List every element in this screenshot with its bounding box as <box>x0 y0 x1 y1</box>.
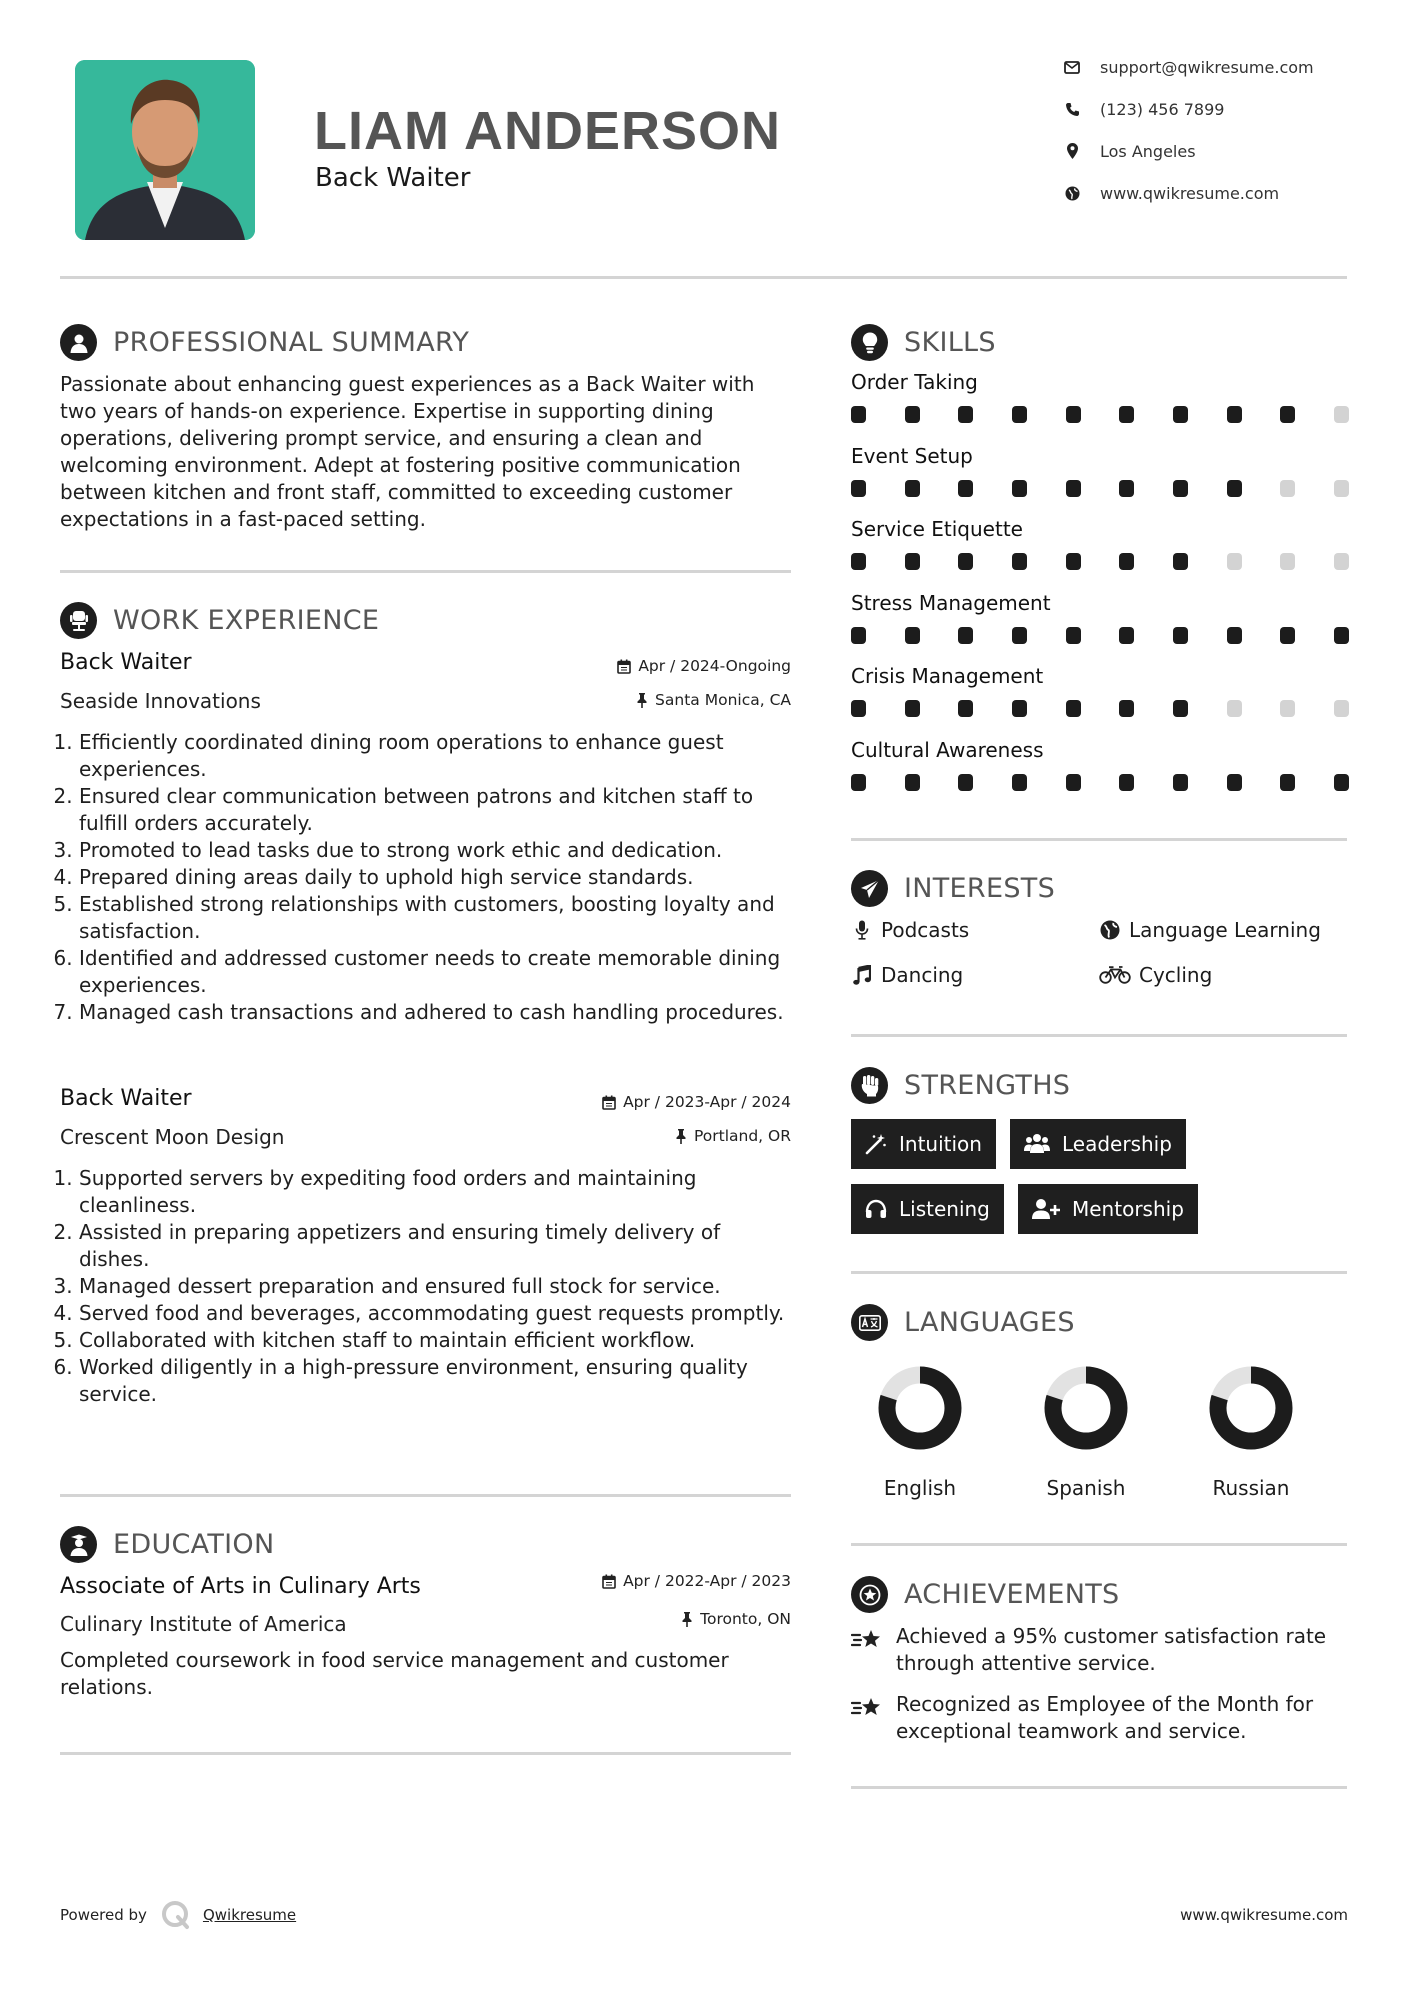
strength-intuition <box>851 1119 996 1169</box>
experience-heading-label: WORK EXPERIENCE <box>113 605 380 636</box>
achievements-heading-label: ACHIEVEMENTS <box>904 1579 1120 1610</box>
rating-dot <box>958 553 973 570</box>
interest-language-learning <box>1099 918 1321 942</box>
rating-dot <box>1227 553 1242 570</box>
experience-divider <box>60 1494 791 1497</box>
contact-website-text: www.qwikresume.com <box>1100 183 1280 203</box>
qwikresume-link[interactable]: Qwikresume <box>202 1906 297 1924</box>
strengths-heading-label: STRENGTHS <box>904 1070 1071 1101</box>
rating-dot <box>1066 774 1081 791</box>
skill-row <box>851 517 1349 570</box>
job-1-company: Seaside Innovations <box>60 689 261 713</box>
skills-divider <box>851 838 1347 841</box>
language-label: Spanish <box>1046 1476 1126 1500</box>
language-ring <box>1191 1364 1311 1464</box>
achievements-divider <box>851 1786 1347 1789</box>
rating-dot <box>1012 700 1027 717</box>
rating-dot <box>1227 480 1242 497</box>
map-pin-icon <box>1062 141 1082 161</box>
education-degree: Associate of Arts in Culinary Arts <box>60 1574 421 1599</box>
graduate-icon <box>60 1526 97 1563</box>
experience-heading <box>60 602 379 639</box>
achievement-2 <box>851 1691 1351 1745</box>
skill-row <box>851 591 1349 644</box>
rating-dot <box>1280 553 1295 570</box>
skill-name: Stress Management <box>851 590 1051 615</box>
rating-dot <box>851 480 866 497</box>
rating-dot <box>1227 406 1242 423</box>
list-item: 5. Established strong relationships with customers, boosting loyalty and satisfaction. <box>79 891 795 945</box>
candidate-title: Back Waiter <box>315 163 471 193</box>
rating-dot <box>1066 553 1081 570</box>
job-1-location <box>460 691 791 709</box>
education-heading <box>60 1526 274 1563</box>
rating-dot <box>1119 406 1134 423</box>
footer-branding <box>60 1900 296 1930</box>
achievements-heading <box>851 1576 1120 1613</box>
language-russian <box>1191 1364 1311 1500</box>
achievement-text: Achieved a 95% customer satisfaction rate through attentive service. <box>896 1624 1327 1675</box>
rating-dot <box>1119 774 1134 791</box>
education-heading-label: EDUCATION <box>113 1529 275 1560</box>
list-item: 6. Worked diligently in a high-pressure environment, ensuring quality service. <box>79 1354 795 1408</box>
rating-dot <box>1012 774 1027 791</box>
contact-location <box>1062 141 1362 161</box>
rating-dot <box>905 774 920 791</box>
rating-dot <box>1334 627 1349 644</box>
rating-dot <box>1173 700 1188 717</box>
rating-dot <box>1119 480 1134 497</box>
list-item: 5. Collaborated with kitchen staff to maintain efficient workflow. <box>79 1327 795 1354</box>
profile-photo <box>75 60 255 240</box>
rating-dot <box>1280 774 1295 791</box>
contact-email-text: support@qwikresume.com <box>1100 57 1314 77</box>
strength-label: Mentorship <box>1072 1197 1184 1221</box>
strength-listening <box>851 1184 1004 1234</box>
education-divider <box>60 1752 791 1755</box>
job-1-date <box>460 657 791 675</box>
language-ring <box>1026 1364 1146 1464</box>
rating-dot <box>851 553 866 570</box>
rating-dot <box>1066 627 1081 644</box>
pushpin-icon <box>681 1612 693 1627</box>
rating-dot <box>1066 700 1081 717</box>
users-icon <box>1024 1133 1050 1155</box>
skills-heading <box>851 324 996 361</box>
skill-rating <box>851 480 1349 497</box>
languages-list <box>860 1364 1340 1514</box>
job-2-company: Crescent Moon Design <box>60 1125 285 1149</box>
language-spanish <box>1026 1364 1146 1500</box>
rating-dot <box>958 627 973 644</box>
contact-phone-text: (123) 456 7899 <box>1100 99 1225 119</box>
job-2-title: Back Waiter <box>60 1086 192 1111</box>
avatar <box>75 60 255 240</box>
list-item: 4. Served food and beverages, accommodating guest requests promptly. <box>79 1300 795 1327</box>
contact-phone[interactable] <box>1062 99 1362 119</box>
rating-dot <box>1334 406 1349 423</box>
user-icon <box>60 324 97 361</box>
interest-podcasts <box>851 918 969 942</box>
rating-dot <box>1227 627 1242 644</box>
skills-heading-label: SKILLS <box>904 327 996 358</box>
rating-dot <box>1012 480 1027 497</box>
list-item: 2. Assisted in preparing appetizers and ensuring timely delivery of dishes. <box>79 1219 795 1273</box>
pushpin-icon <box>675 1129 687 1144</box>
list-item: 6. Identified and addressed customer needs to create memorable dining experiences. <box>79 945 795 999</box>
rating-dot <box>1334 480 1349 497</box>
job-1-title: Back Waiter <box>60 650 192 675</box>
summary-heading-label: PROFESSIONAL SUMMARY <box>113 327 470 358</box>
skill-row <box>851 664 1349 717</box>
list-item: 1. Efficiently coordinated dining room operations to enhance guest experiences. <box>79 729 795 783</box>
rating-dot <box>905 480 920 497</box>
language-icon <box>851 1304 888 1341</box>
rating-dot <box>1280 700 1295 717</box>
skill-rating <box>851 406 1349 423</box>
rating-dot <box>851 774 866 791</box>
rating-dot <box>905 553 920 570</box>
user-plus-icon <box>1032 1198 1060 1220</box>
language-ring <box>860 1364 980 1464</box>
strength-leadership <box>1010 1119 1186 1169</box>
languages-divider <box>851 1543 1347 1546</box>
rating-dot <box>1334 700 1349 717</box>
rating-dot <box>1119 700 1134 717</box>
skill-name: Cultural Awareness <box>851 737 1044 762</box>
rating-dot <box>958 406 973 423</box>
rating-dot <box>1173 774 1188 791</box>
star-badge-icon <box>851 1576 888 1613</box>
summary-divider <box>60 570 791 573</box>
skill-name: Crisis Management <box>851 664 1044 688</box>
list-item: 4. Prepared dining areas daily to uphold high service standards. <box>79 864 795 891</box>
rating-dot <box>851 627 866 644</box>
interest-label: Podcasts <box>881 918 970 942</box>
skill-name: Service Etiquette <box>851 517 1023 541</box>
interests-heading-label: INTERESTS <box>904 873 1056 904</box>
education-location <box>460 1610 791 1628</box>
interest-label: Language Learning <box>1129 918 1321 942</box>
list-item: 3. Managed dessert preparation and ensured full stock for service. <box>79 1273 795 1300</box>
paper-plane-icon <box>851 870 888 907</box>
envelope-icon <box>1062 57 1082 77</box>
contact-email[interactable] <box>1062 57 1362 77</box>
education-location-text: Toronto, ON <box>700 1610 791 1628</box>
pushpin-icon <box>636 693 648 708</box>
rating-dot <box>1066 406 1081 423</box>
job-2-date-text: Apr / 2023-Apr / 2024 <box>623 1093 791 1111</box>
job-2-bullets <box>60 1165 795 1408</box>
candidate-name: LIAM ANDERSON <box>314 101 781 161</box>
fist-icon <box>851 1067 888 1104</box>
rating-dot <box>1012 406 1027 423</box>
job-2-date <box>460 1093 791 1111</box>
skill-row <box>851 444 1349 497</box>
rating-dot <box>1334 553 1349 570</box>
music-note-icon <box>851 965 873 985</box>
rating-dot <box>1173 406 1188 423</box>
calendar-icon <box>602 1574 616 1589</box>
rating-dot <box>851 700 866 717</box>
rating-dot <box>1012 627 1027 644</box>
interest-cycling <box>1099 963 1212 987</box>
education-description: Completed coursework in food service management and customer relations. <box>60 1648 729 1699</box>
education-school: Culinary Institute of America <box>60 1612 347 1636</box>
job-2-location <box>460 1127 791 1145</box>
rating-dot <box>905 700 920 717</box>
interest-label: Dancing <box>881 963 964 987</box>
education-date-text: Apr / 2022-Apr / 2023 <box>623 1572 791 1590</box>
interests-divider <box>851 1034 1347 1037</box>
rating-dot <box>1334 774 1349 791</box>
calendar-icon <box>602 1095 616 1110</box>
strengths-divider <box>851 1271 1347 1274</box>
skill-rating <box>851 553 1349 570</box>
list-item: 7. Managed cash transactions and adhered to cash handling procedures. <box>79 999 795 1026</box>
lightbulb-icon <box>851 324 888 361</box>
contact-location-text: Los Angeles <box>1100 141 1196 161</box>
rating-dot <box>1280 480 1295 497</box>
skill-rating <box>851 700 1349 717</box>
job-1-location-text: Santa Monica, CA <box>655 691 791 709</box>
microphone-icon <box>851 920 873 940</box>
skill-name: Order Taking <box>851 370 978 394</box>
rating-dot <box>1227 774 1242 791</box>
achievement-1 <box>851 1623 1351 1677</box>
rating-dot <box>1173 627 1188 644</box>
contact-website[interactable] <box>1062 183 1362 203</box>
summary-text: Passionate about enhancing guest experiences as a Back Waiter with two years of hands-on experience. Expertise in supporting dining operations, delivering prompt service, and ensuring a clean and welcoming environment. Adept at fostering positive communication between kitchen and front staff, committed to exceeding customer expectations in a fast-paced setting. <box>60 372 755 531</box>
language-english <box>860 1364 980 1500</box>
language-label: English <box>883 1476 957 1500</box>
bicycle-icon <box>1099 966 1131 984</box>
chair-icon <box>60 602 97 639</box>
strength-label: Leadership <box>1062 1132 1172 1156</box>
job-1-bullets <box>60 729 795 1026</box>
skill-row <box>851 370 1349 423</box>
languages-heading <box>851 1304 1075 1341</box>
job-2-location-text: Portland, OR <box>693 1127 791 1145</box>
achievement-text: Recognized as Employee of the Month for exceptional teamwork and service. <box>896 1692 1314 1743</box>
rating-dot <box>958 774 973 791</box>
job-1-date-text: Apr / 2024-Ongoing <box>638 657 791 675</box>
list-item: 2. Ensured clear communication between patrons and kitchen staff to fulfill orders accurately. <box>79 783 795 837</box>
skill-rating <box>851 774 1349 791</box>
rating-dot <box>1066 480 1081 497</box>
strengths-heading <box>851 1067 1070 1104</box>
rating-dot <box>958 480 973 497</box>
rating-dot <box>905 406 920 423</box>
strength-label: Intuition <box>899 1132 982 1156</box>
globe-icon <box>1062 183 1082 203</box>
list-item: 3. Promoted to lead tasks due to strong work ethic and dedication. <box>79 837 795 864</box>
list-item: 1. Supported servers by expediting food orders and maintaining cleanliness. <box>79 1165 795 1219</box>
strength-label: Listening <box>899 1197 990 1221</box>
summary-heading <box>60 324 469 361</box>
skill-name: Event Setup <box>851 443 973 468</box>
rating-dot <box>1280 627 1295 644</box>
rating-dot <box>1119 627 1134 644</box>
headphones-icon <box>865 1199 887 1219</box>
calendar-icon <box>617 659 631 674</box>
globe-icon <box>1099 920 1121 940</box>
skill-rating <box>851 627 1349 644</box>
language-label: Russian <box>1212 1476 1290 1500</box>
strength-mentorship <box>1018 1184 1198 1234</box>
footer-website[interactable]: www.qwikresume.com <box>1180 1906 1348 1924</box>
interest-label: Cycling <box>1139 963 1213 987</box>
rating-dot <box>1280 406 1295 423</box>
magic-wand-icon <box>865 1133 887 1155</box>
rating-dot <box>1227 700 1242 717</box>
header-divider <box>60 276 1347 279</box>
languages-heading-label: LANGUAGES <box>904 1307 1075 1338</box>
rating-dot <box>851 406 866 423</box>
qwikresume-logo-icon <box>161 1900 191 1930</box>
phone-icon <box>1062 99 1082 119</box>
rating-dot <box>1012 553 1027 570</box>
interests-heading <box>851 870 1055 907</box>
rating-dot <box>1173 480 1188 497</box>
education-date <box>460 1572 791 1590</box>
shooting-star-icon <box>851 1623 885 1677</box>
skill-row <box>851 738 1349 791</box>
rating-dot <box>958 700 973 717</box>
rating-dot <box>1173 553 1188 570</box>
shooting-star-icon <box>851 1691 885 1745</box>
rating-dot <box>1119 553 1134 570</box>
interest-dancing <box>851 963 963 987</box>
rating-dot <box>905 627 920 644</box>
powered-by-text: Powered by <box>60 1906 147 1924</box>
